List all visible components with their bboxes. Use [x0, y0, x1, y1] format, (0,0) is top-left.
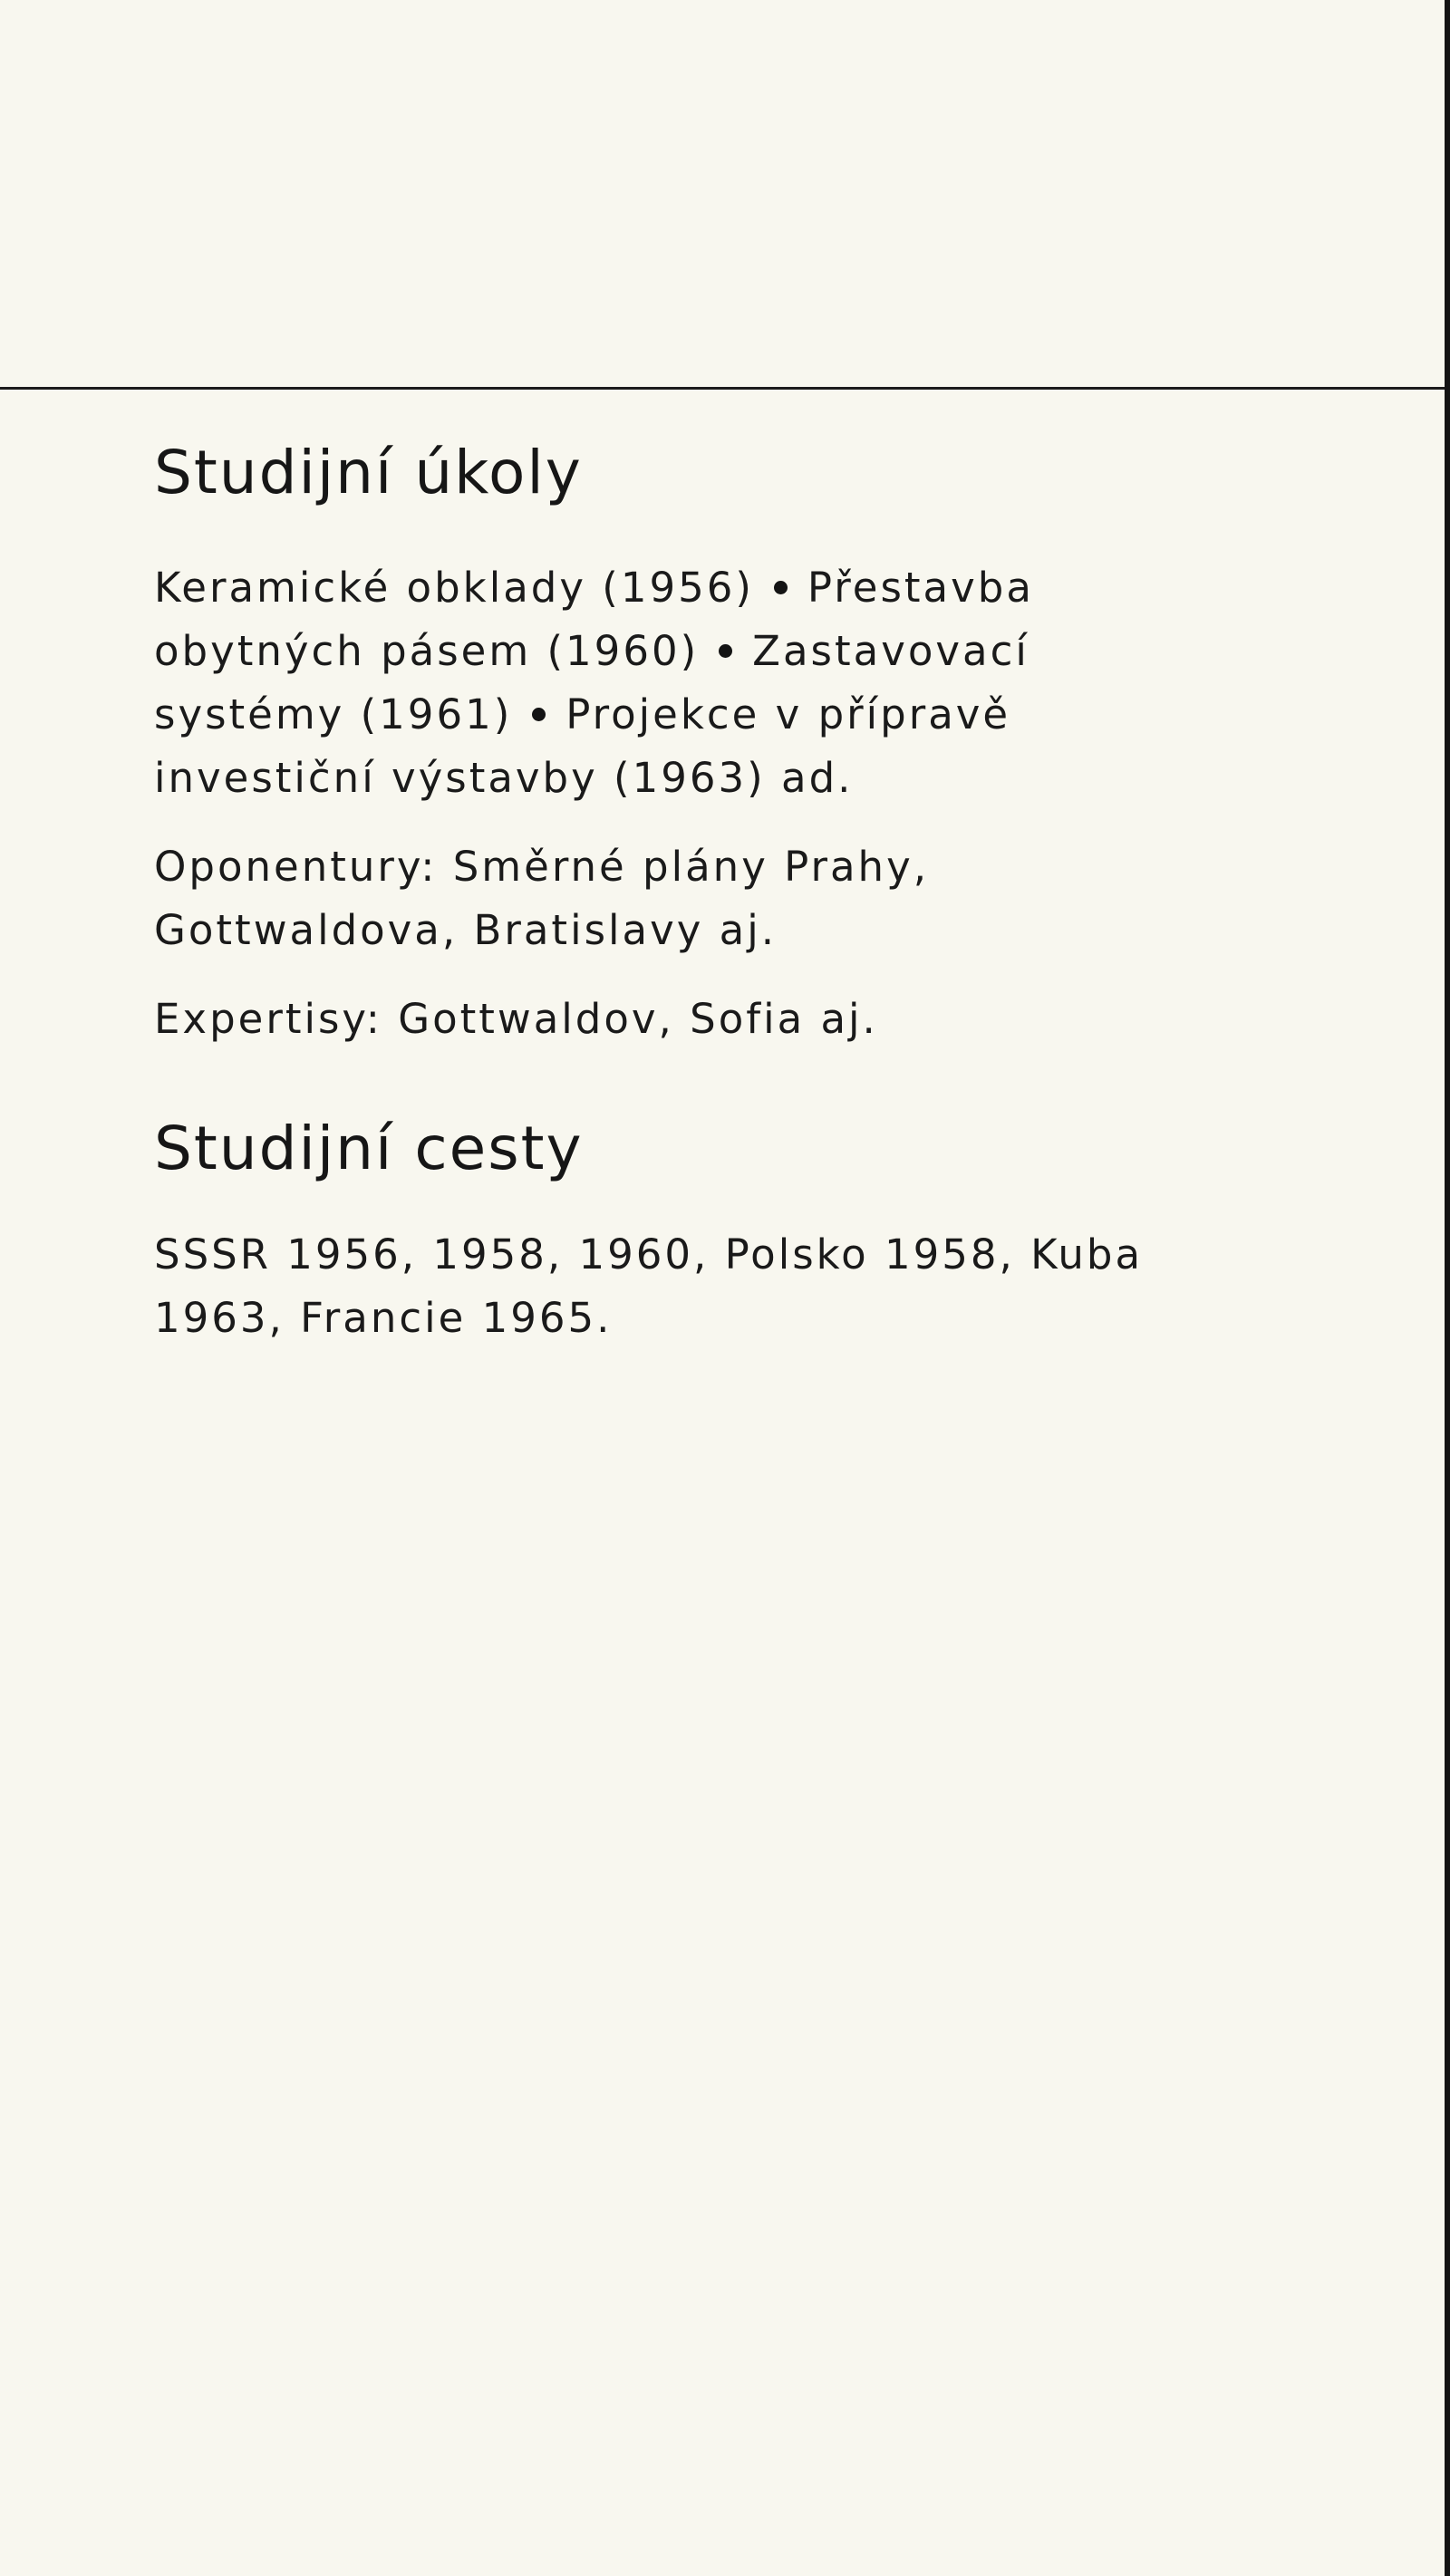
study-trips-text: SSSR 1956, 1958, 1960, Polsko 1958, Kuba 1963, Francie 1965. [154, 1230, 1144, 1342]
page-edge [1445, 0, 1450, 2576]
expertisy-text: Expertisy: Gottwaldov, Sofia aj. [154, 995, 878, 1043]
study-task-item: Zastavovací systémy (1961) [154, 627, 1030, 738]
bullet-icon [719, 644, 732, 658]
study-task-item: Projekce v přípravě investiční výstavby (1963) [154, 690, 1011, 802]
content [154, 435, 1196, 1350]
heading-studijni-cesty: Studijní cesty [154, 1114, 584, 1183]
oponentury-text: Oponentury: Směrné plány Prahy, Gottwaldova, Bratislavy aj. [154, 843, 930, 954]
study-tasks-tail: ad. [765, 754, 854, 802]
study-tasks-list [154, 556, 1196, 810]
study-task-item: Přestavba obytných pásem (1960) [154, 564, 1034, 675]
bullet-icon [532, 708, 546, 721]
heading-studijni-ukoly: Studijní úkoly [154, 438, 583, 507]
study-task-item: Keramické obklady (1956) [154, 564, 754, 612]
bullet-icon [774, 581, 788, 594]
top-rule [0, 387, 1445, 390]
